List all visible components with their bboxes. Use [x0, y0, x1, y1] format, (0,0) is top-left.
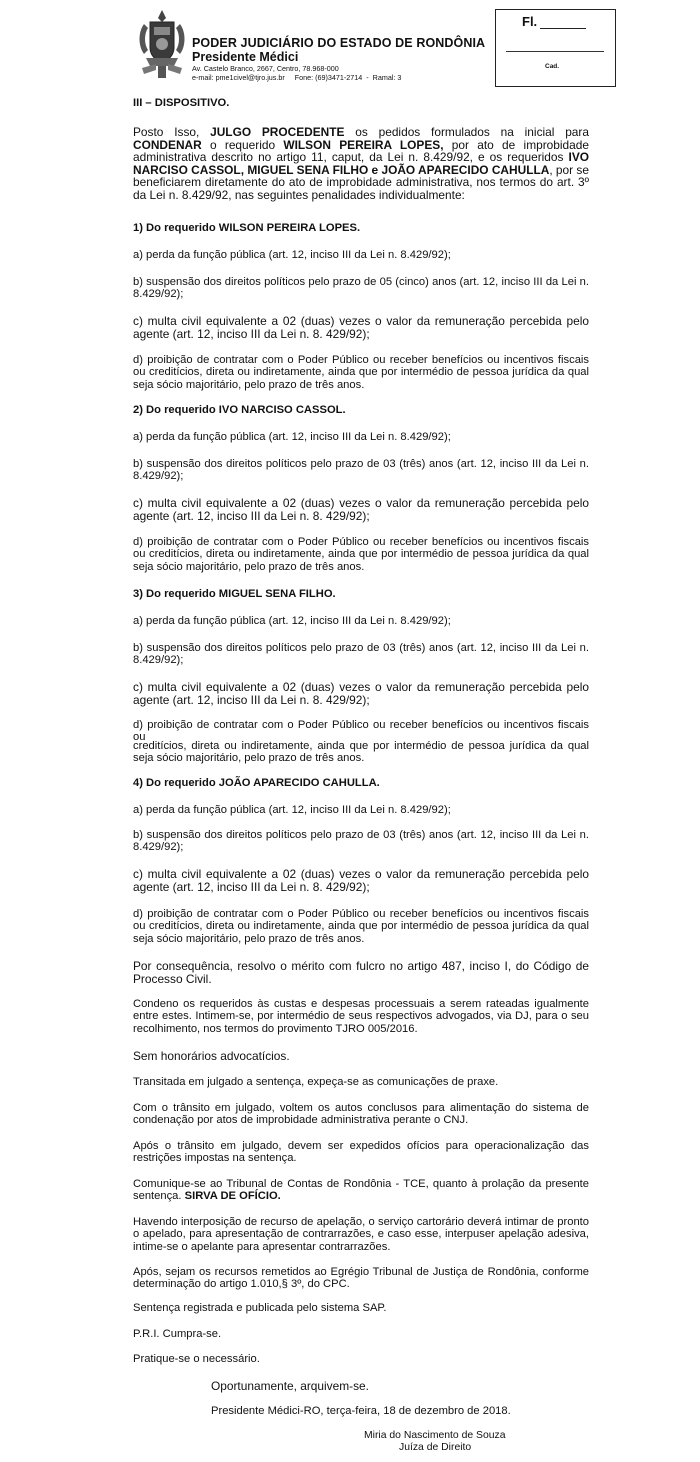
- conclusion-paragraph: [133, 1178, 589, 1203]
- defendant-heading: 3) Do requerido MIGUEL SENA FILHO.: [133, 588, 336, 600]
- penalty-item: d) proibição de contratar com o Poder Público ou receber benefícios ou incentivos fiscais ou creditícios, direta ou indiretamente, ainda que por intermédio de pessoa jurídica da qual seja sócio majoritário, pelo prazo de três anos.: [133, 908, 589, 945]
- tce-text: Comunique-se ao Tribunal de Contas de Rondônia - TCE, quanto à prolação da presente sentença.: [133, 1178, 589, 1203]
- intro-text: por ato de improbidade administrativa descrito no artigo 11, caput, da Lei n. 8.429/92, e os requeridos: [133, 137, 589, 165]
- penalty-item: d) proibição de contratar com o Poder Público ou receber benefícios ou incentivos fiscais ou creditícios, direta ou indiretamente, ainda que por intermédio de pessoa jurídica da qual seja sócio majoritário, pelo prazo de três anos.: [133, 536, 589, 573]
- court-district: Presidente Médici: [192, 50, 299, 64]
- conclusion-paragraph: Condeno os requeridos às custas e despesas processuais a serem rateadas igualmente entre estes. Intimem-se, por intermédio de seus respectivos advogados, via DJ, para o seu recolhimento, nos termos do provimento TJRO 005/2016.: [133, 998, 589, 1035]
- penalty-item: b) suspensão dos direitos políticos pelo prazo de 03 (três) anos (art. 12, inciso III da Lei n. 8.429/92);: [133, 458, 589, 483]
- signature-line: [506, 51, 604, 52]
- penalty-item: creditícios, direta ou indiretamente, ainda que por intermédio de pessoa jurídica da qual seja sócio majoritário, pelo prazo de três anos.: [133, 740, 589, 765]
- court-name: PODER JUDICIÁRIO DO ESTADO DE RONDÔNIA: [192, 36, 486, 50]
- conclusion-paragraph: Pratique-se o necessário.: [133, 1353, 260, 1365]
- penalty-item: d) proibição de contratar com o Poder Público ou receber benefícios ou incentivos fiscais ou: [133, 719, 589, 744]
- intro-bold: IVO NARCISO CASSOL, MIGUEL SENA FILHO e JOÃO APARECIDO CAHULLA: [133, 150, 589, 177]
- penalty-item: a) perda da função pública (art. 12, inciso III da Lei n. 8.429/92);: [133, 431, 451, 443]
- conclusion-paragraph: P.R.I. Cumpra-se.: [133, 1328, 222, 1340]
- conclusion-paragraph: Com o trânsito em julgado, voltem os autos conclusos para alimentação do sistema de condenação por atos de improbidade administrativa perante o CNJ.: [133, 1102, 589, 1127]
- penalty-item: b) suspensão dos direitos políticos pelo prazo de 05 (cinco) anos (art. 12, inciso III da Lei n. 8.429/92);: [133, 276, 589, 301]
- judge-name: Miria do Nascimento de Souza: [364, 1430, 506, 1441]
- penalty-item: a) perda da função pública (art. 12, inciso III da Lei n. 8.429/92);: [133, 249, 451, 261]
- cad-label: Cad.: [545, 63, 560, 70]
- place-date: Presidente Médici-RO, terça-feira, 18 de dezembro de 2018.: [211, 1405, 511, 1417]
- conclusion-paragraph: Havendo interposição de recurso de apelação, o serviço cartorário deverá intimar de pronto o apelado, para apresentação de contrarrazões, e caso esse, interpuser apelação adesiva, intime-se o apelante para apresentar contrarrazões.: [133, 1216, 589, 1253]
- intro-bold: CONDENAR: [133, 137, 202, 152]
- conclusion-paragraph: Após, sejam os recursos remetidos ao Egrégio Tribunal de Justiça de Rondônia, conforme determinação do artigo 1.010,§ 3º, do CPC.: [133, 1266, 589, 1291]
- conclusion-paragraph: Sentença registrada e publicada pelo sistema SAP.: [133, 1302, 387, 1314]
- conclusion-paragraph: Por consequência, resolvo o mérito com fulcro no artigo 487, inciso I, do Código de Processo Civil.: [133, 959, 589, 986]
- penalty-item: c) multa civil equivalente a 02 (duas) vezes o valor da remuneração percebida pelo agente (art. 12, inciso III da Lei n. 8. 429/92);: [133, 680, 589, 707]
- tce-bold: SIRVA DE OFÍCIO.: [184, 1190, 281, 1203]
- conclusion-paragraph: Após o trânsito em julgado, devem ser expedidos ofícios para operacionalização das restrições impostas na sentença.: [133, 1140, 589, 1165]
- court-contact: e-mail: pme1civel@tjro.jus.br Fone: (69)3471-2714 - Ramal: 3: [192, 73, 402, 82]
- conclusion-paragraph: Sem honorários advocatícios.: [133, 1049, 290, 1063]
- intro-bold: WILSON PEREIRA LOPES,: [283, 137, 444, 152]
- folio-stamp-box: [495, 9, 616, 87]
- penalty-item: a) perda da função pública (art. 12, inciso III da Lei n. 8.429/92);: [133, 804, 451, 816]
- court-address: Av. Castelo Branco, 2667, Centro, 78.968-000: [192, 64, 339, 73]
- intro-text: Posto Isso,: [133, 125, 211, 139]
- intro-text: os pedidos formulados na inicial para: [344, 125, 589, 139]
- defendant-heading: 4) Do requerido JOÃO APARECIDO CAHULLA.: [133, 777, 380, 789]
- archive-line: Oportunamente, arquivem-se.: [211, 1379, 369, 1393]
- intro-text: , por se beneficiarem diretamente do ato de improbidade administrativa, nos termos do art. 3º da Lei n. 8.429/92, nas seguintes penalidades individualmente:: [133, 162, 589, 202]
- penalty-item: a) perda da função pública (art. 12, inciso III da Lei n. 8.429/92);: [133, 615, 451, 627]
- penalty-item: b) suspensão dos direitos políticos pelo prazo de 03 (três) anos (art. 12, inciso III da Lei n. 8.429/92);: [133, 829, 589, 854]
- penalty-item: c) multa civil equivalente a 02 (duas) vezes o valor da remuneração percebida pelo agente (art. 12, inciso III da Lei n. 8. 429/92);: [133, 867, 589, 894]
- penalty-item: c) multa civil equivalente a 02 (duas) vezes o valor da remuneração percebida pelo agente (art. 12, inciso III da Lei n. 8. 429/92);: [133, 314, 589, 341]
- folio-label: Fl.: [522, 14, 538, 29]
- intro-text: o requerido: [201, 137, 284, 152]
- penalty-item: c) multa civil equivalente a 02 (duas) vezes o valor da remuneração percebida pelo agente (art. 12, inciso III da Lei n. 8. 429/92);: [133, 496, 589, 523]
- conclusion-paragraph: Transitada em julgado a sentença, expeça-se as comunicações de praxe.: [133, 1076, 499, 1088]
- coat-of-arms-icon: [136, 8, 188, 80]
- penalty-item: d) proibição de contratar com o Poder Público ou receber benefícios ou incentivos fiscais ou creditícios, direta ou indiretamente, ainda que por intermédio de pessoa jurídica da qual seja sócio majoritário, pelo prazo de três anos.: [133, 354, 589, 391]
- intro-paragraph: [133, 126, 589, 202]
- section-title: III – DISPOSITIVO.: [133, 97, 230, 109]
- defendant-heading: 1) Do requerido WILSON PEREIRA LOPES.: [133, 222, 361, 234]
- intro-bold: JULGO PROCEDENTE: [210, 125, 345, 139]
- defendant-heading: 2) Do requerido IVO NARCISO CASSOL.: [133, 404, 346, 416]
- folio-underline: [540, 28, 586, 29]
- judge-title: Juíza de Direito: [399, 1442, 472, 1453]
- penalty-item: b) suspensão dos direitos políticos pelo prazo de 03 (três) anos (art. 12, inciso III da Lei n. 8.429/92);: [133, 642, 589, 667]
